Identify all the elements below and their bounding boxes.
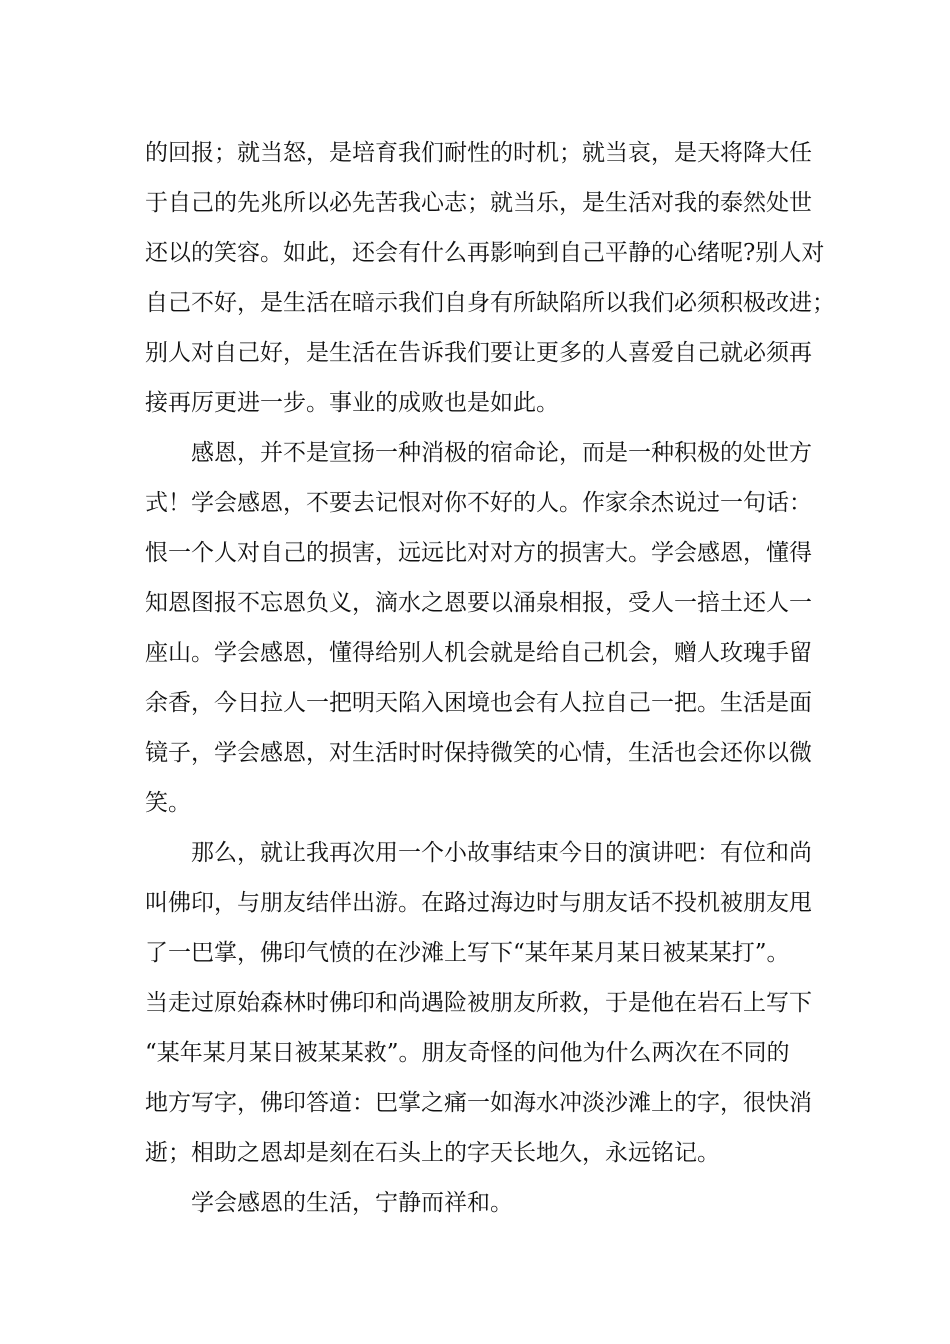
text-line: 镜子，学会感恩，对生活时时保持微笑的心情，生活也会还你以微 <box>145 740 812 766</box>
text-line: 那么，就让我再次用一个小故事结束今日的演讲吧：有位和尚 <box>191 840 812 866</box>
text-line: 笑。 <box>145 790 191 816</box>
text-line: 叫佛印，与朋友结伴出游。在路过海边时与朋友话不投机被朋友甩 <box>145 890 812 916</box>
text-line: 于自己的先兆所以必先苦我心志；就当乐，是生活对我的泰然处世 <box>145 190 812 216</box>
text-line: 地方写字，佛印答道：巴掌之痛一如海水冲淡沙滩上的字，很快消 <box>145 1090 812 1116</box>
text-line: 学会感恩的生活，宁静而祥和。 <box>191 1190 513 1216</box>
paragraph-3 <box>145 828 825 1178</box>
text-line: 的回报；就当怒，是培育我们耐性的时机；就当哀，是天将降大任 <box>145 140 812 166</box>
paragraph-4 <box>145 1178 825 1228</box>
paragraph-2 <box>145 428 825 828</box>
text-line: 知恩图报不忘恩负义，滴水之恩要以涌泉相报，受人一掊土还人一 <box>145 590 812 616</box>
text-line: 感恩，并不是宣扬一种消极的宿命论，而是一种积极的处世方 <box>191 440 812 466</box>
text-line: “某年某月某日被某某救”。朋友奇怪的问他为什么两次在不同的 <box>145 1040 790 1066</box>
paragraph-1 <box>145 128 835 428</box>
text-line: 恨一个人对自己的损害，远远比对对方的损害大。学会感恩，懂得 <box>145 540 812 566</box>
text-line: 座山。学会感恩，懂得给别人机会就是给自己机会，赠人玫瑰手留 <box>145 640 812 666</box>
text-line: 别人对自己好，是生活在告诉我们要让更多的人喜爱自己就必须再 <box>145 340 812 366</box>
text-line: 了一巴掌，佛印气愤的在沙滩上写下“某年某月某日被某某打”。 <box>145 940 790 966</box>
text-line: 当走过原始森林时佛印和尚遇险被朋友所救，于是他在岩石上写下 <box>145 990 812 1016</box>
text-line: 式！学会感恩，不要去记恨对你不好的人。作家余杰说过一句话： <box>145 490 812 516</box>
text-line: 还以的笑容。如此，还会有什么再影响到自己平静的心绪呢?别人对 <box>145 240 825 266</box>
document-body <box>145 128 835 1228</box>
text-line: 余香，今日拉人一把明天陷入困境也会有人拉自己一把。生活是面 <box>145 690 812 716</box>
text-line: 逝；相助之恩却是刻在石头上的字天长地久，永远铭记。 <box>145 1140 720 1166</box>
text-line: 自己不好，是生活在暗示我们自身有所缺陷所以我们必须积极改进； <box>145 290 835 316</box>
text-line: 接再厉更进一步。事业的成败也是如此。 <box>145 390 559 416</box>
